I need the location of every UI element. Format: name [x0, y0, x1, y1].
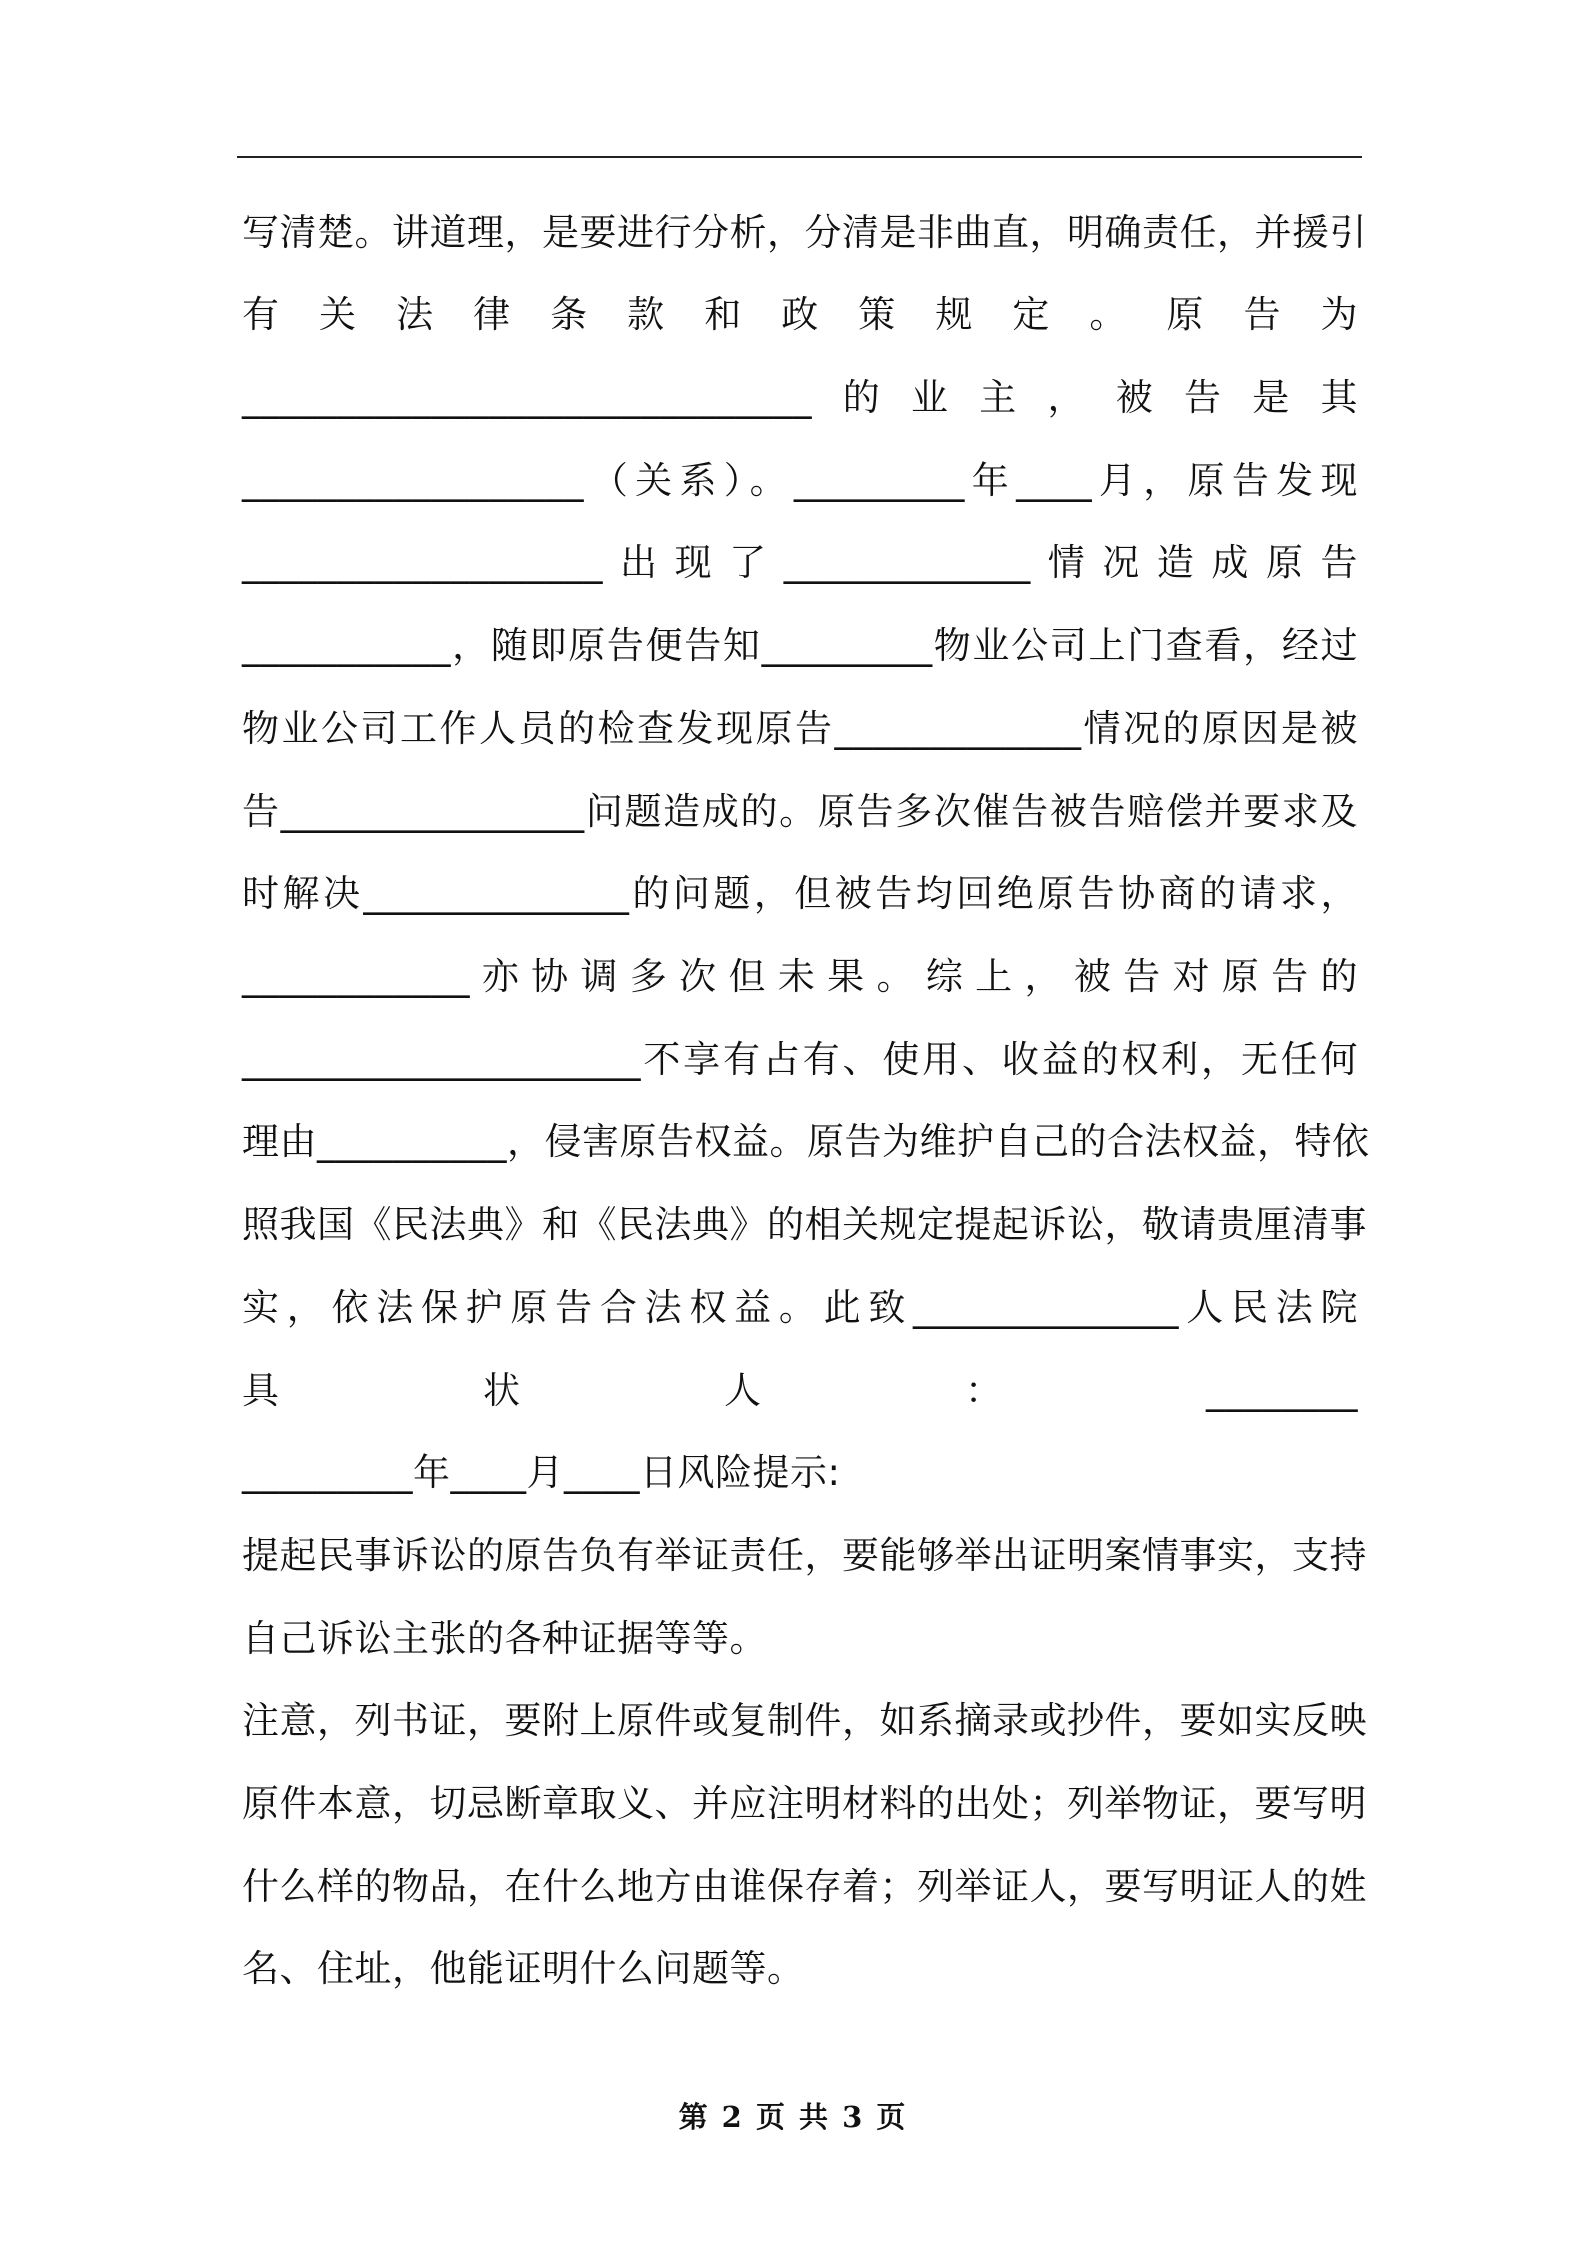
text-line: ___________，随即原告便告知_________物业公司上门查看，经过 [242, 624, 1358, 667]
text-line: 名、住址，他能证明什么问题等。 [242, 1947, 805, 1990]
text-line: _________年____月____日风险提示: [242, 1451, 841, 1494]
text-line: 具状人：________ [242, 1369, 1358, 1412]
text-line: 照我国《民法典》和《民法典》的相关规定提起诉讼，敬请贵厘清事 [242, 1203, 1367, 1246]
text-line: 注意，列书证，要附上原件或复制件，如系摘录或抄件，要如实反映 [242, 1699, 1367, 1742]
text-line: 告________________问题造成的。原告多次催告被告赔偿并要求及 [242, 790, 1358, 833]
page-number: 第 2 页 共 3 页 [678, 2100, 908, 2134]
header-rule [237, 156, 1362, 158]
text-line: 理由__________，侵害原告权益。原告为维护自己的合法权益，特依 [242, 1120, 1370, 1163]
text-line: 原件本意，切忌断章取义、并应注明材料的出处；列举物证，要写明 [242, 1782, 1367, 1825]
text-line: 物业公司工作人员的检查发现原告_____________情况的原因是被 [242, 707, 1358, 750]
text-line: __________________（关系）。_________年____月，原告发现 [242, 459, 1358, 502]
text-line: 有关法律条款和政策规定。原告为 [242, 293, 1358, 336]
text-line: ______________________________的业主，被告是其 [242, 376, 1358, 419]
text-line: 提起民事诉讼的原告负有举证责任，要能够举出证明案情事实，支持 [242, 1534, 1367, 1577]
text-line: ___________________出现了_____________情况造成原告 [242, 541, 1358, 584]
text-line: 什么样的物品，在什么地方由谁保存着；列举证人，要写明证人的姓 [242, 1865, 1367, 1908]
text-line: 实，依法保护原告合法权益。此致______________人民法院 [242, 1286, 1358, 1329]
text-line: ____________亦协调多次但未果。综上，被告对原告的 [242, 955, 1358, 998]
text-line: 时解决______________的问题，但被告均回绝原告协商的请求， [242, 872, 1358, 915]
text-line: 自己诉讼主张的各种证据等等。 [242, 1617, 767, 1660]
text-line: 写清楚。讲道理，是要进行分析，分清是非曲直，明确责任，并援引 [242, 211, 1367, 254]
text-line: _____________________不享有占有、使用、收益的权利，无任何 [242, 1038, 1358, 1081]
